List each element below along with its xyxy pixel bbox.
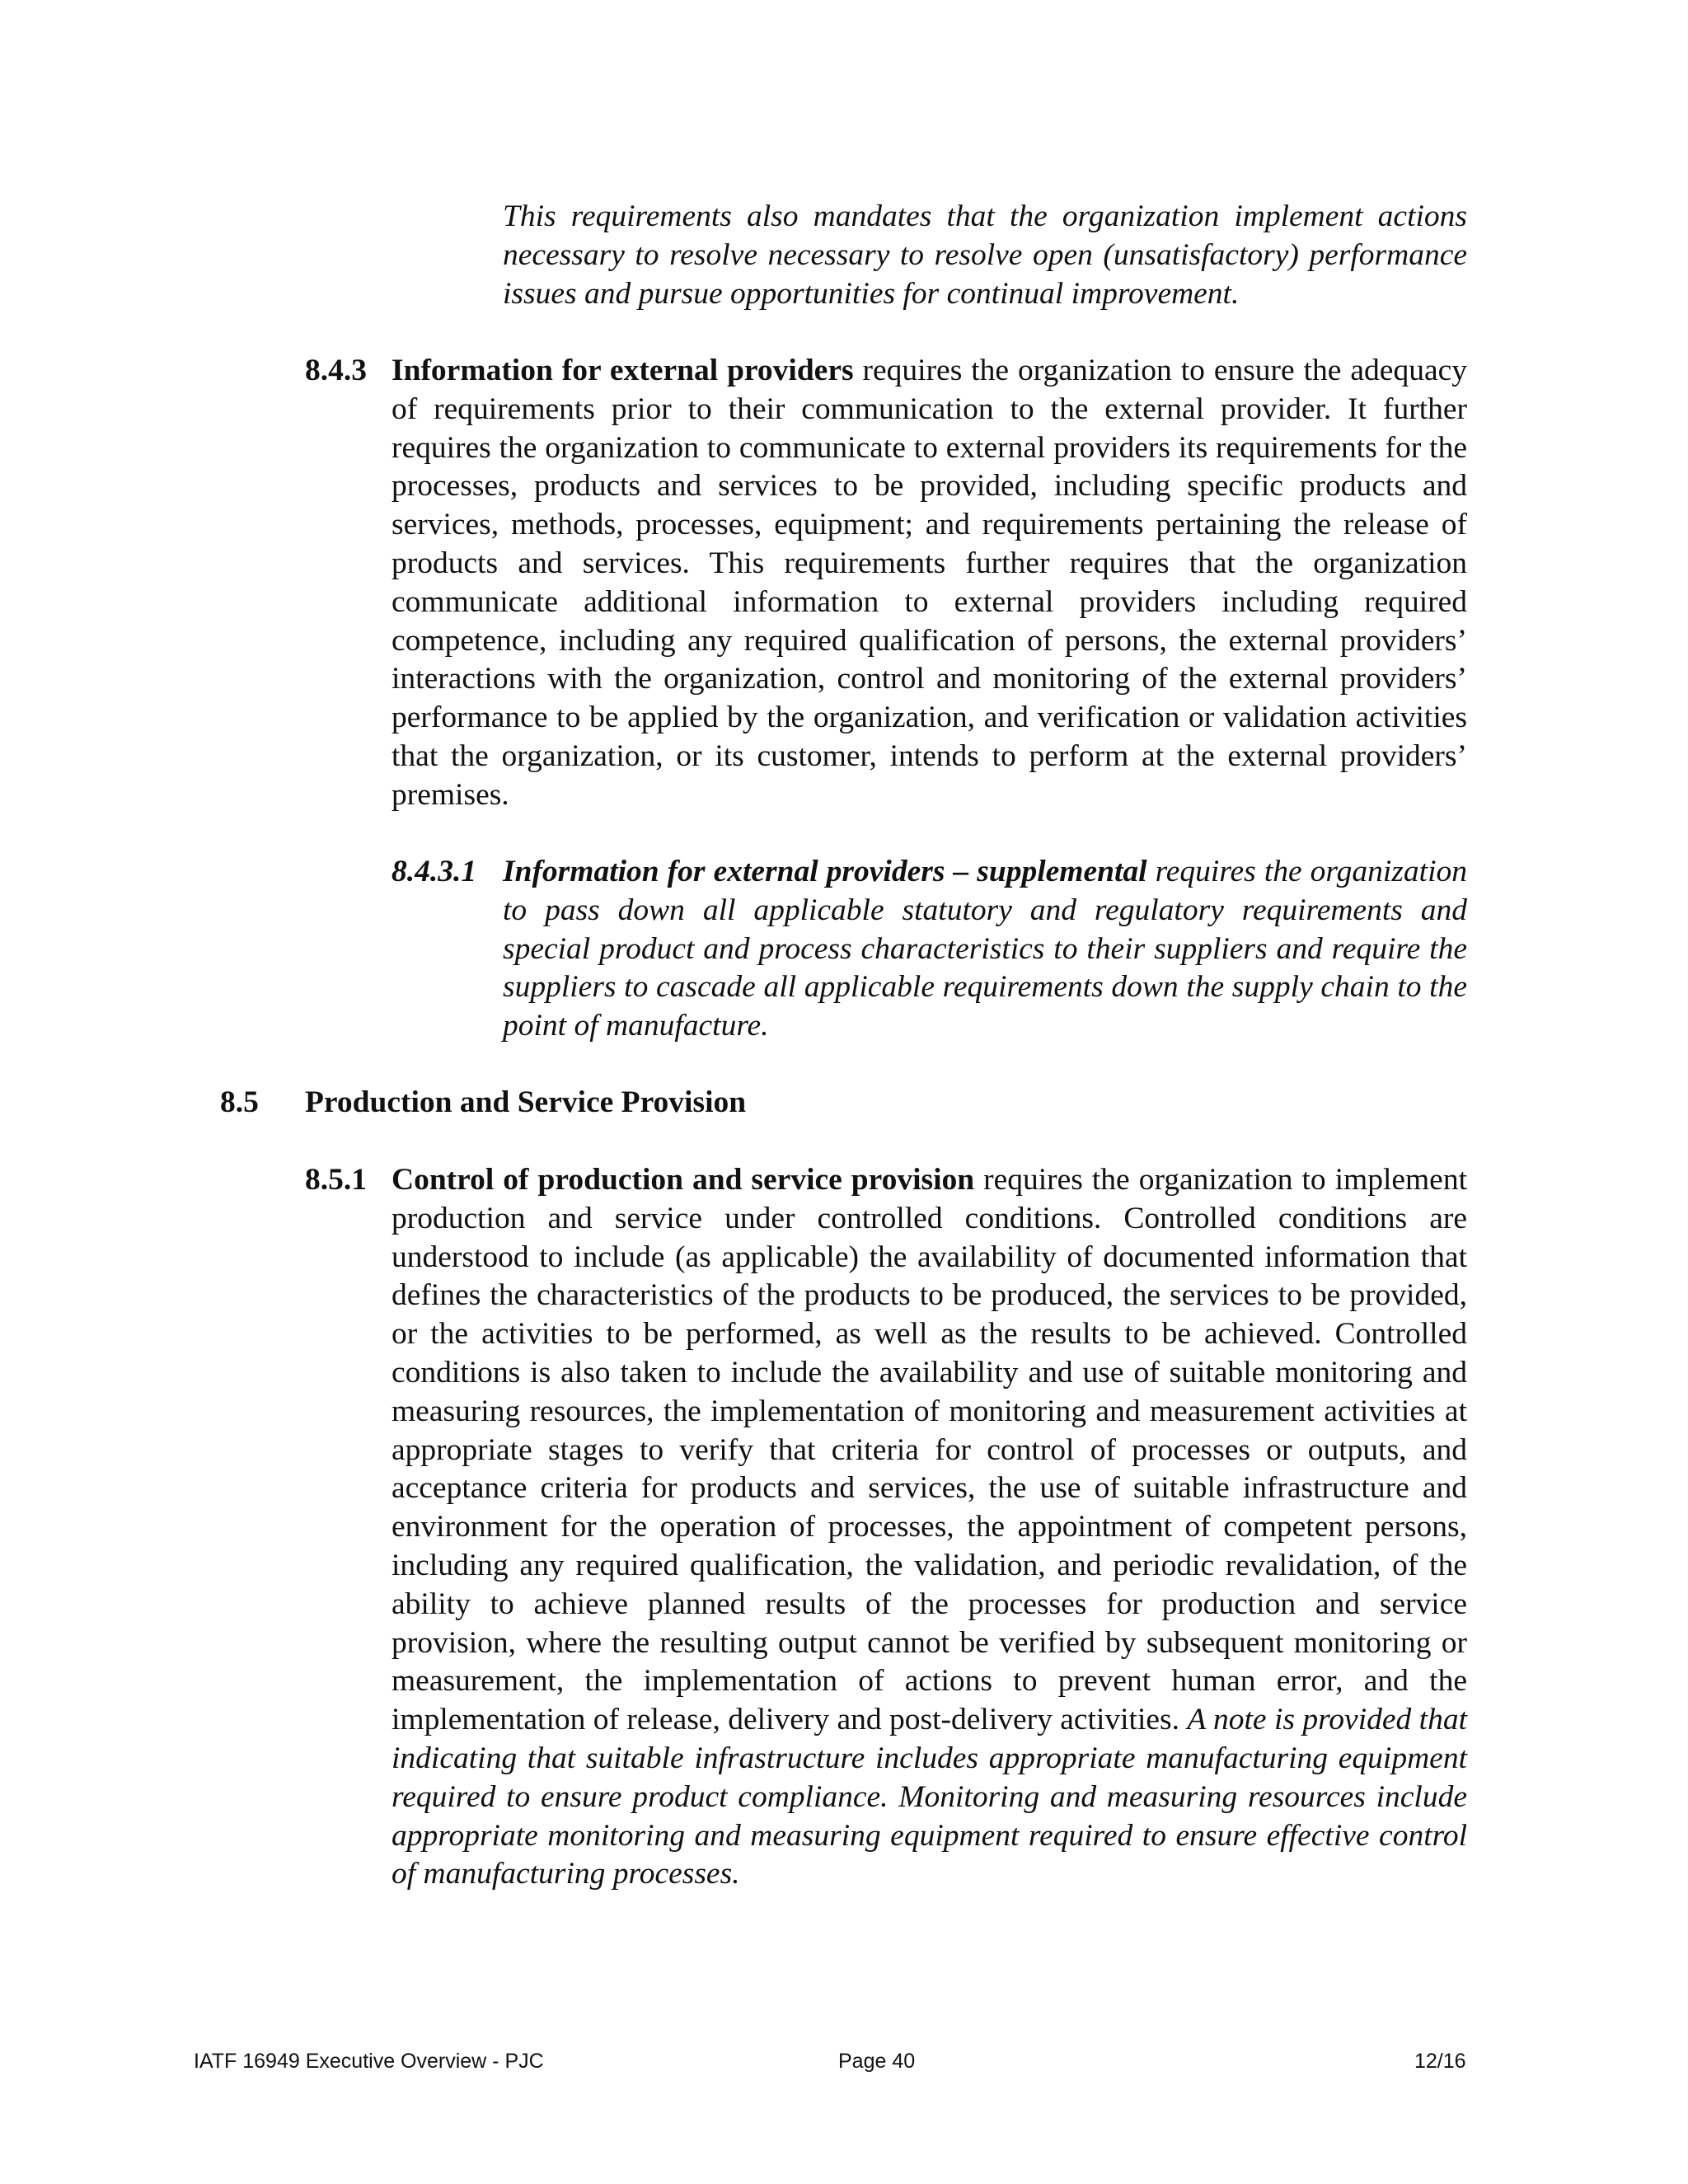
section-8-4-3-number: 8.4.3 (305, 354, 367, 387)
intro-paragraph: This requirements also mandates that the organization implement actions necessary to resolve necessary to resolve open (unsatisfactory) performance issues and pursue opportunities for continual improvement. (503, 199, 1467, 311)
section-8-5-1-body: requires the organization to implement production and service under controlled conditions. Controlled conditions are understood to include (as applicable) the availability of documented information that defines the characteristics of the products to be produced, the services to be provided, or the activities to be performed, as well as the results to be achieved. Controlled conditions is also taken to include the availability and use of suitable monitoring and measuring resources, the implementation of monitoring and measurement activities at appropriate stages to verify that criteria for control of processes or outputs, and acceptance criteria for products and services, the use of suitable infrastructure and environment for the operation of processes, the appointment of competent persons, including any required qualification, the validation, and periodic revalidation, of the ability to achieve planned results of the processes for production and service provision, where the resulting output cannot be verified by subsequent monitoring or measurement, the implementation of actions to prevent human error, and the implementation of release, delivery and post-delivery activities. (392, 1163, 1467, 1737)
footer-center: Page 40 (838, 2050, 916, 2073)
footer-right: 12/16 (1414, 2050, 1466, 2073)
section-8-5-1-paragraph (392, 1161, 1467, 1894)
section-8-5-1-number: 8.5.1 (305, 1163, 367, 1197)
footer-left: IATF 16949 Executive Overview - PJC (194, 2050, 544, 2073)
section-8-4-3-1-body: requires the organization to pass down all applicable statutory and regulatory requirements and special product and process characteristics to their suppliers and require the suppliers to cascade all applicable requirements down the supply chain to the point of manufacture. (503, 855, 1467, 1043)
section-8-5-title: Production and Service Provision (305, 1085, 747, 1119)
section-8-4-3-1-number: 8.4.3.1 (392, 855, 477, 888)
section-8-4-3-1-title: Information for external providers – supplemental (503, 855, 1147, 888)
section-8-4-3-body: requires the organization to ensure the adequacy of requirements prior to their communication to the external provider. It further requires the organization to communicate to external providers its requirements for the processes, products and services to be provided, including specific products and services, methods, processes, equipment; and requirements pertaining the release of products and services. This requirements further requires that the organization communicate additional information to external providers including required competence, including any required qualification of persons, the external providers’ interactions with the organization, control and monitoring of the external providers’ performance to be applied by the organization, and verification or validation activities that the organization, or its customer, intends to perform at the external providers’ premises. (392, 354, 1467, 812)
section-8-5-number: 8.5 (220, 1085, 259, 1119)
section-8-4-3-paragraph (392, 352, 1467, 815)
section-8-5-1-title: Control of production and service provision (392, 1163, 975, 1197)
section-8-5-1-note: A note is provided that indicating that suitable infrastructure includes appropriate manufacturing equipment required to ensure product compliance. Monitoring and measuring resources include appropriate monitoring and measuring equipment required to ensure effective control of manufacturing processes. (392, 1703, 1467, 1891)
section-8-4-3-title: Information for external providers (392, 354, 854, 387)
section-8-4-3-1-paragraph (503, 853, 1467, 1046)
